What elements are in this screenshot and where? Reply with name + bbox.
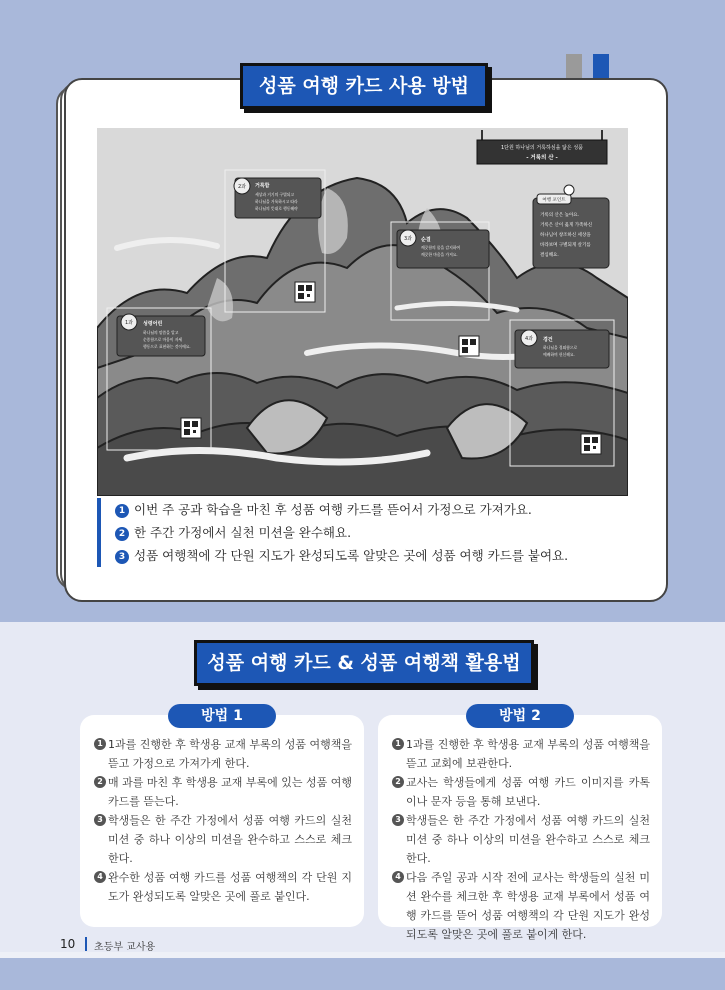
item-text: 1과를 진행한 후 학생용 교재 부록의 성품 여행책을 뜯고 교회에 보관한다. bbox=[406, 738, 650, 770]
method2-card bbox=[378, 715, 662, 941]
usage-steps bbox=[97, 498, 615, 567]
lesson-line: 하나님을 경외함으로 bbox=[543, 345, 578, 350]
lesson-number: 2과 bbox=[237, 184, 247, 190]
section1-title: 성품 여행 카드 사용 방법 bbox=[240, 63, 488, 109]
point-text-line: 거룩의 산은 높아요. bbox=[540, 213, 580, 218]
lesson-line: 깨끗한 마음을 가져요. bbox=[421, 252, 458, 257]
lesson-title: 거룩함 bbox=[255, 183, 270, 189]
item-number-badge: 1 bbox=[94, 738, 106, 750]
lesson-line: 깨끗함의 몸을 감지하여 bbox=[421, 245, 461, 250]
lesson-title: 경건 bbox=[543, 337, 553, 343]
lesson-title: 순결 bbox=[421, 237, 431, 243]
lesson-line: 하나님의 뜻대로 행동해야 bbox=[255, 206, 298, 211]
travel-point-tag: 여행 포인트 bbox=[542, 198, 566, 203]
lesson-line: 예배하며 헌신해요. bbox=[543, 352, 575, 357]
step-text: 이번 주 공과 학습을 마친 후 성품 여행 카드를 뜯어서 가정으로 가져가요. bbox=[134, 502, 532, 517]
method-item bbox=[94, 773, 352, 811]
item-number-badge: 1 bbox=[392, 738, 404, 750]
method2-label: 방법 2 bbox=[466, 704, 574, 728]
method-item bbox=[392, 811, 650, 868]
method1-label: 방법 1 bbox=[168, 704, 276, 728]
item-text: 1과를 진행한 후 학생용 교재 부록의 성품 여행책을 뜯고 가정으로 가져가게 한다. bbox=[108, 738, 352, 770]
map-header-line1: 1단원 하나님의 거룩하심을 닮은 성품 bbox=[501, 145, 583, 151]
usage-step bbox=[115, 498, 615, 521]
item-text: 완수한 성품 여행 카드를 성품 여행책의 각 단원 지도가 완성되도록 알맞은 곳에 풀로 붙인다. bbox=[108, 871, 352, 903]
method-item bbox=[94, 735, 352, 773]
lesson-number: 1과 bbox=[124, 320, 134, 326]
item-number-badge: 2 bbox=[392, 776, 404, 788]
item-text: 다음 주일 공과 시작 전에 교사는 학생들의 실천 미션 완수를 체크한 후 학생용 교재 부록에서 성품 여행 카드를 뜯어 성품 여행책의 각 단원 지도가 완성되도록 알맞은 곳에 풀로 붙이게 한다. bbox=[406, 871, 650, 941]
lesson-number: 4과 bbox=[524, 336, 534, 342]
step-text: 성품 여행책에 각 단원 지도가 완성되도록 알맞은 곳에 성품 여행 카드를 붙여요. bbox=[134, 548, 569, 563]
section2-title: 성품 여행 카드 & 성품 여행책 활용법 bbox=[194, 640, 534, 686]
item-text: 교사는 학생들에게 성품 여행 카드 이미지를 카톡이나 문자 등을 통해 보낸다. bbox=[406, 776, 650, 808]
method-item bbox=[392, 735, 650, 773]
method-item bbox=[392, 868, 650, 944]
footer-background bbox=[0, 958, 725, 990]
step-text: 한 주간 가정에서 실천 미션을 완수해요. bbox=[134, 525, 352, 540]
lesson-line: 하나님의 말씀을 알고 bbox=[143, 330, 179, 335]
lesson-line: 행동으로 표현하는 것이에요. bbox=[143, 344, 191, 349]
item-text: 학생들은 한 주간 가정에서 성품 여행 카드의 실천 미션 중 하나 이상의 미션을 완수하고 스스로 체크한다. bbox=[108, 814, 352, 865]
lesson-line: 순종함으로 마음이 자세 bbox=[143, 337, 183, 342]
method1-card bbox=[80, 715, 364, 927]
point-text-line: 바라보며 구별되게 살기를 bbox=[540, 243, 591, 248]
lesson-line: 하나님을 거룩하시고 따라 bbox=[255, 199, 298, 204]
item-number-badge: 3 bbox=[392, 814, 404, 826]
lesson-number: 3과 bbox=[403, 236, 413, 242]
item-text: 학생들은 한 주간 가정에서 성품 여행 카드의 실천 미션 중 하나 이상의 미션을 완수하고 스스로 체크한다. bbox=[406, 814, 650, 865]
item-number-badge: 3 bbox=[94, 814, 106, 826]
point-text-line: 하나님이 창조하신 세상을 bbox=[540, 233, 591, 238]
point-text-line: 결심해요. bbox=[540, 253, 559, 258]
step-number-badge: 2 bbox=[115, 527, 129, 541]
step-number-badge: 1 bbox=[115, 504, 129, 518]
usage-step bbox=[115, 544, 615, 567]
lesson-line: 세상과 거기의 구별되고 bbox=[255, 192, 295, 197]
usage-step bbox=[115, 521, 615, 544]
item-number-badge: 4 bbox=[94, 871, 106, 883]
item-number-badge: 4 bbox=[392, 871, 404, 883]
map-header-line2: - 거룩의 산 - bbox=[526, 155, 558, 161]
page-label: 초등부 교사용 bbox=[94, 942, 156, 953]
point-text-line: 거룩은 산이 옳게 가족하신 bbox=[540, 223, 593, 228]
lesson-title: 성령어린 bbox=[143, 321, 163, 327]
item-text: 매 과를 마친 후 학생용 교재 부록에 있는 성품 여행 카드를 뜯는다. bbox=[108, 776, 352, 808]
method-item bbox=[94, 868, 352, 906]
method-item bbox=[392, 773, 650, 811]
item-number-badge: 2 bbox=[94, 776, 106, 788]
page-number: 10 bbox=[60, 937, 76, 951]
method-item bbox=[94, 811, 352, 868]
mountain-map-illustration bbox=[97, 128, 628, 496]
page-divider bbox=[85, 937, 87, 951]
step-number-badge: 3 bbox=[115, 550, 129, 564]
